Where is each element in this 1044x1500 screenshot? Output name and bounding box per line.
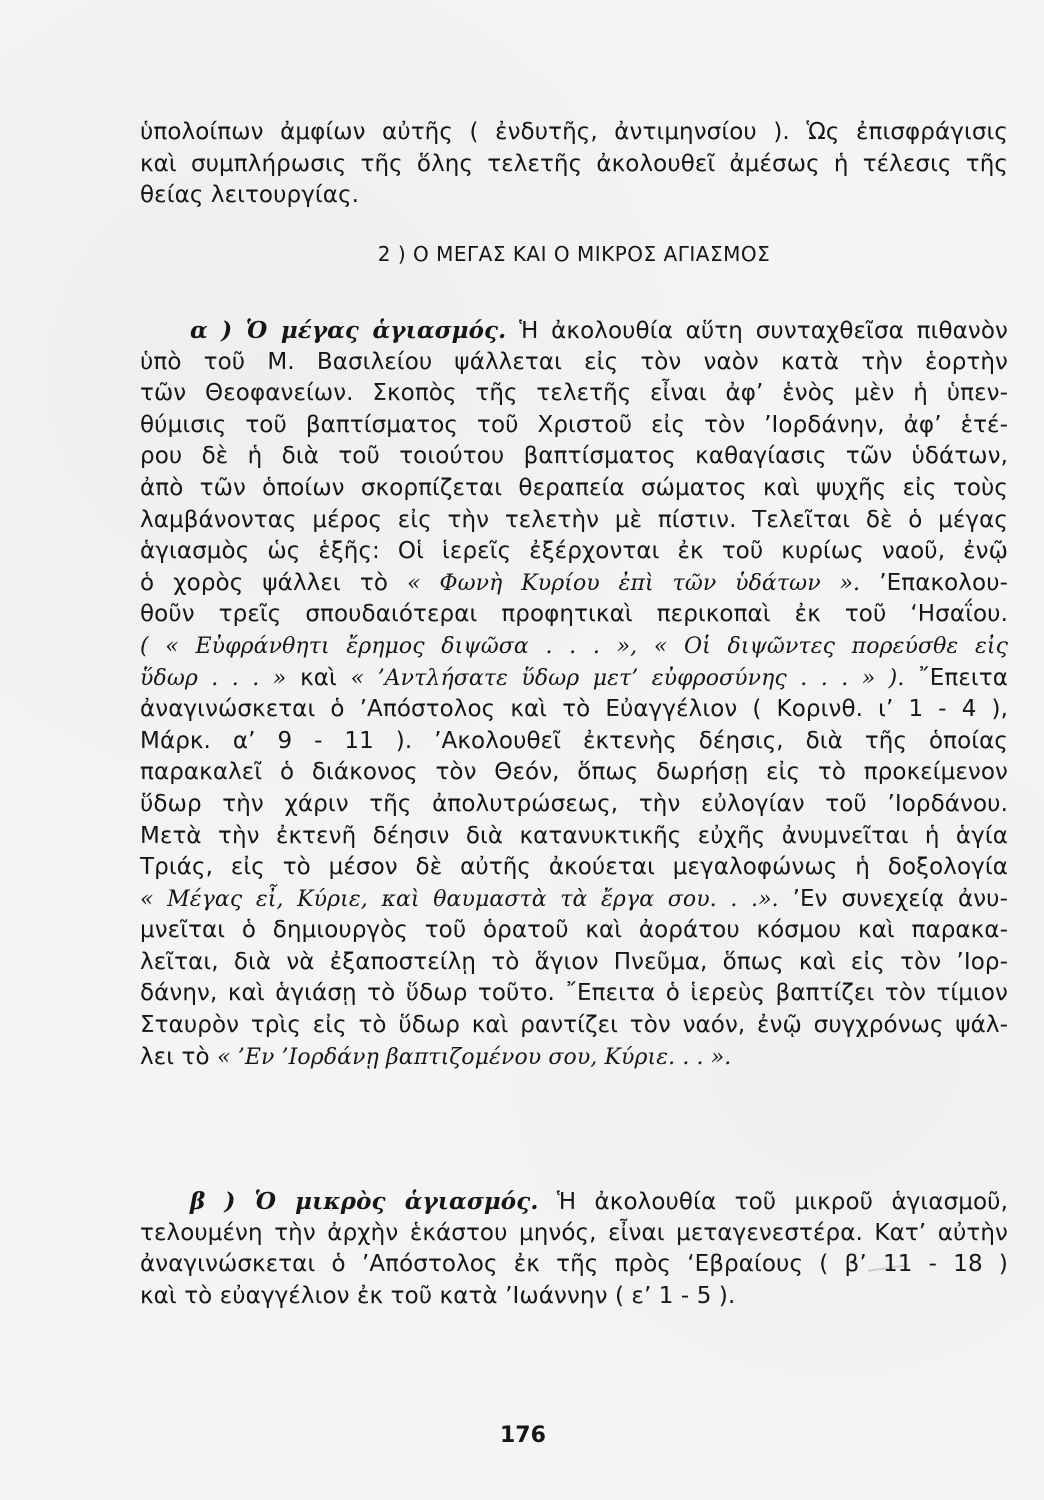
text-line: θύμισις τοῦ βαπτίσματος τοῦ Χριστοῦ εἰς τὸν ’Ιορδάνην, ἀφ’ ἑτέ- xyxy=(140,411,1008,438)
page-number: 176 xyxy=(500,1423,546,1448)
text-line: ὕδωρ τὴν χάριν τῆς ἀπολυτρώσεως, τὴν εὐλογίαν τοῦ ’Ιορδάνου. xyxy=(140,790,1008,817)
paragraph-small-blessing xyxy=(140,1186,1008,1312)
text-line xyxy=(140,568,1008,600)
text-run: λει τὸ xyxy=(140,1043,218,1070)
quote: « Μέγας εἶ, Κύριε, καὶ θαυμαστὰ τὰ ἔργα σου. . .». xyxy=(140,886,779,912)
text-line: θείας λειτουργίας. xyxy=(140,182,360,209)
text-line: λαμβάνοντας μέρος εἰς τὴν τελετὴν μὲ πίστιν. Τελεῖται δὲ ὁ μέγας xyxy=(140,506,1008,533)
text-line: ἀναγινώσκεται ὁ ’Απόστολος ἐκ τῆς πρὸς ‘Εβραίους ( β’ 11 - 18 ) xyxy=(140,1251,1008,1278)
text-line: τῶν Θεοφανείων. Σκοπὸς τῆς τελετῆς εἶναι ἀφ’ ἑνὸς μὲν ἡ ὑπεν- xyxy=(140,380,1008,407)
text-line: τελουμένη τὴν ἀρχὴν ἑκάστου μηνός, εἶναι μεταγενεστέρα. Κατ’ αὐτὴν xyxy=(140,1219,1008,1246)
text-line: μνεῖται ὁ δημιουργὸς τοῦ ὁρατοῦ καὶ ἀοράτου κόσμου καὶ παρακα- xyxy=(140,917,1008,944)
text-line: θοῦν τρεῖς σπουδαιότεραι προφητικαὶ περικοπαὶ ἐκ τοῦ ‘Ησαΐου. xyxy=(140,601,1008,628)
quote: « Φωνὴ Κυρίου ἐπὶ τῶν ὑδάτων ». xyxy=(407,570,861,596)
text-line xyxy=(140,663,1008,695)
text-line: Μετὰ τὴν ἐκτενῆ δέησιν διὰ κατανυκτικῆς εὐχῆς ἀνυμνεῖται ἡ ἁγία xyxy=(140,822,1008,849)
text-run: ῎Επειτα xyxy=(904,664,1008,691)
quote: ὕδωρ . . . » xyxy=(140,665,287,691)
text-run: Ἡ ἀκολουθία αὕτη συνταχθεῖσα πιθανὸν xyxy=(506,318,1008,344)
text-line: καὶ συμπλήρωσις τῆς ὅλης τελετῆς ἀκολουθεῖ ἀμέσως ἡ τέλεσις τῆς xyxy=(140,150,1008,177)
subheading-a: α ) Ὁ μέγας ἁγιασμός. xyxy=(190,317,507,344)
text-line: Σταυρὸν τρὶς εἰς τὸ ὕδωρ καὶ ραντίζει τὸν ναόν, ἐνῷ συγχρόνως ψάλ- xyxy=(140,1012,1008,1039)
text-line: ἁγιασμὸς ὡς ἑξῆς: Οἱ ἱερεῖς ἐξέρχονται ἐκ τοῦ κυρίως ναοῦ, ἐνῷ xyxy=(140,538,1008,565)
text-line: ἀπὸ τῶν ὁποίων σκορπίζεται θεραπεία σώματος καὶ ψυχῆς εἰς τοὺς xyxy=(140,474,1008,501)
quote: « ’Αντλήσατε ὕδωρ μετ’ εὐφροσύνης . . . » ). xyxy=(350,665,905,691)
section-heading: 2 ) Ο ΜΕΓΑΣ ΚΑΙ Ο ΜΙΚΡΟΣ ΑΓΙΑΣΜΟΣ xyxy=(377,242,771,266)
text-run: Ἡ ἀκολουθία τοῦ μικροῦ ἁγιασμοῦ, xyxy=(538,1189,1008,1215)
text-run: καὶ xyxy=(286,664,351,691)
quote: « ’Εν ’Ιορδάνῃ βαπτιζομένου σου, Κύριε. . . ». xyxy=(217,1044,732,1070)
text-line: παρακαλεῖ ὁ διάκονος τὸν Θεόν, ὅπως δωρήσῃ εἰς τὸ προκείμενον xyxy=(140,759,1008,786)
quote-line: ( « Εὐφράνθητι ἔρημος διψῶσα . . . », « Οἱ διψῶντες πορεύσθε εἰς xyxy=(140,633,1008,659)
subheading-b: β ) Ὁ μικρὸς ἁγιασμός. xyxy=(190,1188,539,1215)
text-line: Μάρκ. α’ 9 - 11 ). ’Ακολουθεῖ ἐκτενὴς δέησις, διὰ τῆς ὁποίας xyxy=(140,727,1008,754)
text-line: καὶ τὸ εὐαγγέλιον ἐκ τοῦ κατὰ ’Ιωάννην ( ε’ 1 - 5 ). xyxy=(140,1282,736,1309)
text-run: ’Εν συνεχείᾳ ἀνυ- xyxy=(778,885,1008,912)
text-line: ρου δὲ ἡ διὰ τοῦ τοιούτου βαπτίσματος καθαγίασις τῶν ὑδάτων, xyxy=(140,443,1008,470)
intro-paragraph xyxy=(140,117,1008,212)
text-line xyxy=(140,1186,1008,1218)
text-line xyxy=(140,1042,1008,1074)
text-line: ὑπολοίπων ἀμφίων αὐτῆς ( ἐνδυτῆς, ἀντιμηνσίου ). Ὡς ἐπισφράγισις xyxy=(140,119,1008,145)
text-line: ἀναγινώσκεται ὁ ’Απόστολος καὶ τὸ Εὐαγγέλιον ( Κορινθ. ι’ 1 - 4 ), xyxy=(140,696,1008,723)
text-line: λεῖται, διὰ νὰ ἐξαποστείλῃ τὸ ἅγιον Πνεῦμα, ὅπως καὶ εἰς τὸν ’Ιορ- xyxy=(140,948,1008,975)
paragraph-great-blessing xyxy=(140,315,1008,1073)
text-line: δάνην, καὶ ἁγιάσῃ τὸ ὕδωρ τοῦτο. ῎Επειτα ὁ ἱερεὺς βαπτίζει τὸν τίμιον xyxy=(140,980,1008,1007)
text-run: ’Επακολου- xyxy=(860,569,1008,596)
text-run: ὁ χορὸς ψάλλει τὸ xyxy=(140,569,408,596)
text-line xyxy=(140,884,1008,916)
text-line xyxy=(140,315,1008,347)
text-line: Τριάς, εἰς τὸ μέσον δὲ αὐτῆς ἀκούεται μεγαλοφώνως ἡ δοξολογία xyxy=(140,854,1008,881)
text-line: ὑπὸ τοῦ Μ. Βασιλείου ψάλλεται εἰς τὸν ναὸν κατὰ τὴν ἑορτὴν xyxy=(140,348,1008,375)
